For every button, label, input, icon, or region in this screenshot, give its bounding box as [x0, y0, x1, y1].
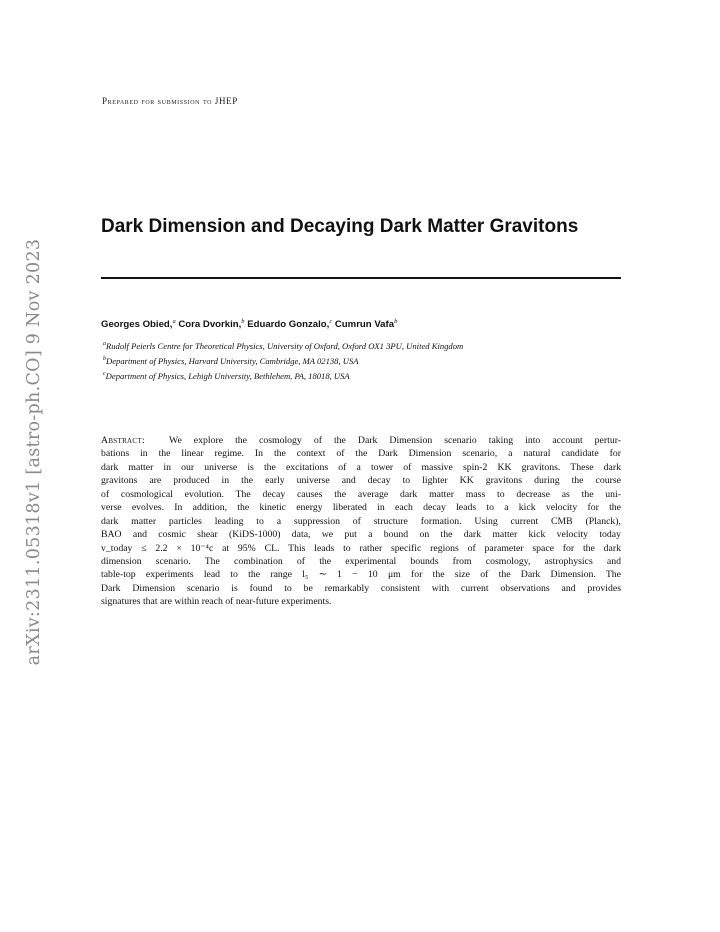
author-affiliation-mark: b: [394, 318, 398, 325]
author-list: [101, 318, 621, 330]
abstract-line: gravitons are produced in the early universe and decay to lighter KK gravitons during the course: [101, 475, 621, 487]
arxiv-identifier-stamp: arXiv:2311.05318v1 [astro-ph.CO] 9 Nov 2023: [24, 238, 44, 666]
abstract-line: of cosmological evolution. The decay causes the average dark matter mass to decrease as the uni-: [101, 488, 621, 500]
abstract-line: dark matter in our universe is the excitations of a tower of massive spin-2 KK gravitons. These dark: [101, 461, 621, 473]
abstract-line: v_today ≤ 2.2 × 10⁻⁴c at 95% CL. This leads to rather specific regions of parameter space for the dark: [101, 542, 621, 554]
abstract-line: dark matter particles leading to a suppression of structure formation. Using current CMB (Planck),: [101, 515, 621, 527]
affiliation-item: [103, 337, 623, 352]
affiliation-text: Department of Physics, Harvard University, Cambridge, MA 02138, USA: [106, 355, 359, 366]
affiliation-mark: c: [103, 371, 106, 377]
abstract-line: bations in the linear regime. In the context of the Dark Dimension scenario, a natural candidate for: [101, 448, 621, 460]
abstract-label: Abstract:: [101, 435, 145, 446]
affiliation-mark: b: [103, 356, 106, 362]
author-name: Georges Obied,: [101, 319, 173, 331]
affiliation-text: Rudolf Peierls Centre for Theoretical Physics, University of Oxford, Oxford OX1 3PU, United Kingdom: [106, 340, 464, 351]
submission-note: Prepared for submission to JHEP: [102, 96, 238, 106]
abstract-line: verse evolves. In addition, the kinetic energy liberated in each decay leads to a kick velocity for the: [101, 502, 621, 514]
abstract: [101, 434, 621, 609]
abstract-line: dimension scenario. The combination of the experimental bounds from cosmology, astrophysics and: [101, 555, 621, 567]
author-name: Cumrun Vafa: [334, 319, 395, 331]
author-affiliation-mark: b: [241, 318, 245, 325]
author-name: Cora Dvorkin,: [178, 319, 242, 331]
author-affiliation-mark: a: [172, 318, 176, 325]
affiliation-mark: a: [103, 341, 106, 347]
abstract-line: signatures that are within reach of near-future experiments.: [101, 596, 332, 608]
affiliation-text: Department of Physics, Lehigh University, Bethlehem, PA, 18018, USA: [105, 370, 350, 381]
affiliation-item: [103, 367, 623, 382]
author-name: Eduardo Gonzalo,: [247, 319, 330, 331]
author-affiliation-mark: c: [329, 318, 333, 325]
abstract-line: BAO and cosmic shear (KiDS-1000) data, we put a bound on the dark matter kick velocity today: [101, 529, 621, 541]
abstract-line: Dark Dimension scenario is found to be remarkably consistent with current observations and provides: [101, 582, 621, 594]
affiliation-list: [103, 337, 623, 382]
abstract-text: We explore the cosmology of the Dark Dimension scenario taking into account pertur-: [169, 435, 622, 446]
abstract-line: table-top experiments lead to the range l₅ ∼ 1 − 10 μm for the size of the Dark Dimension. The: [101, 569, 621, 581]
paper-title: Dark Dimension and Decaying Dark Matter Gravitons: [101, 216, 579, 237]
title-rule: [101, 277, 621, 279]
abstract-line: [101, 434, 621, 447]
affiliation-item: [103, 352, 623, 367]
